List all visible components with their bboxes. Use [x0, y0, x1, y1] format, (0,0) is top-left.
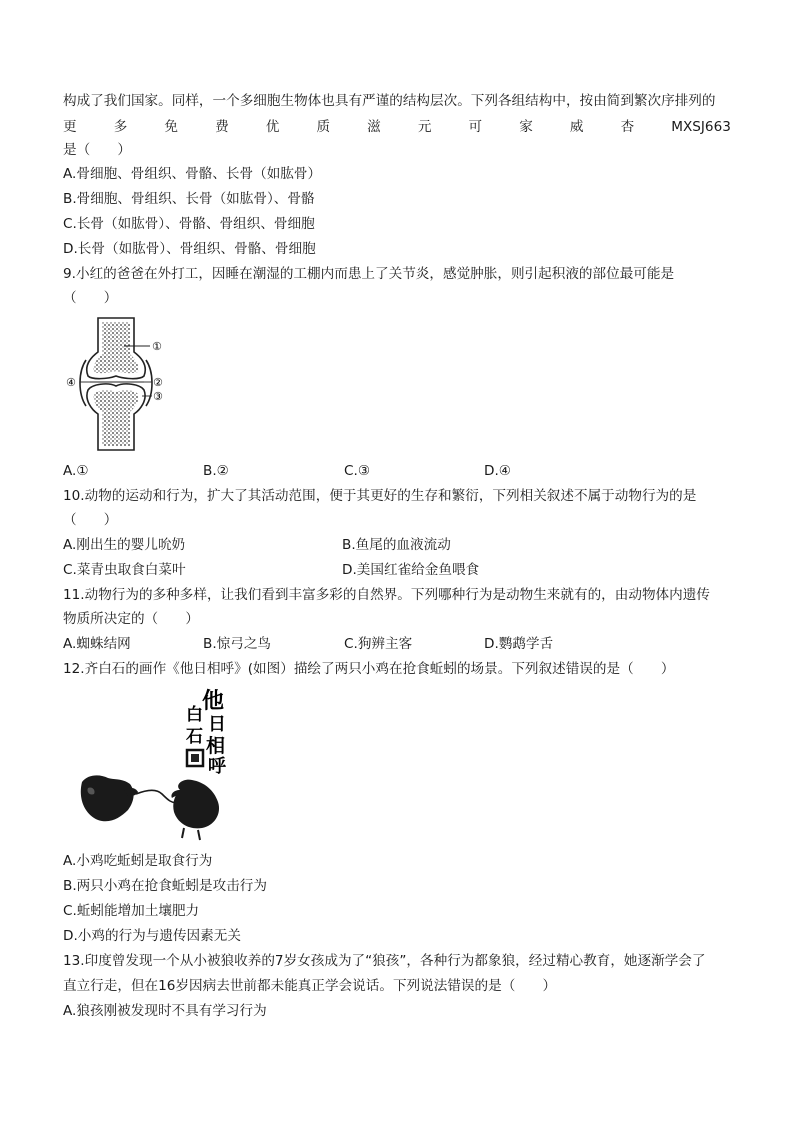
watermark-char: 威: [569, 119, 584, 135]
q11-option-c: C.狗辨主客: [344, 636, 413, 652]
watermark-char: 优: [265, 119, 280, 135]
watermark-char: 元: [417, 119, 432, 135]
figure-label-4: ④: [66, 376, 76, 389]
q10-option-b: B.鱼尾的血液流动: [342, 537, 451, 553]
painting-title-char: 相: [206, 735, 226, 757]
q10-stem-line-1: 10.动物的运动和行为，扩大了其活动范围，便于其更好的生存和繁衍，下列相关叙述不属于动物行为的是: [63, 488, 697, 504]
watermark-char: 免: [164, 119, 178, 135]
q10-option-c: C.菜青虫取食白菜叶: [63, 562, 186, 578]
painting-sign-char: 石: [186, 727, 203, 747]
q11-options: [63, 635, 553, 653]
knee-joint-figure: [64, 316, 184, 452]
watermark-char: 杏: [620, 119, 635, 135]
q11-option-b: B.惊弓之鸟: [203, 636, 272, 652]
watermark-char: 费: [215, 119, 229, 135]
q13-stem-line-2: 直立行走，但在16岁因病去世前都未能真正学会说话。下列说法错误的是（ ）: [63, 978, 557, 994]
chicks-painting-figure: [74, 686, 244, 846]
watermark-char: 家: [519, 119, 533, 135]
watermark-char: 可: [468, 119, 483, 135]
q8-stem-line-3: 是（ ）: [63, 142, 131, 158]
q8-stem-line-1: 构成了我们国家。同样，一个多细胞生物体也具有严谨的结构层次。下列各组结构中，按由简到繁次序排列的: [63, 93, 716, 109]
painting-title-char: 日: [208, 714, 226, 735]
painting-title-char: 呼: [208, 756, 226, 777]
q9-option-c: C.③: [344, 463, 370, 479]
q9-stem-line-2: （ ）: [63, 290, 118, 306]
figure-label-1: ①: [152, 340, 162, 353]
q12-option-d: D.小鸡的行为与遗传因素无关: [63, 928, 241, 944]
q8-option-b: B.骨细胞、骨组织、长骨（如肱骨）、骨骼: [63, 191, 315, 207]
q13-stem-line-1: 13.印度曾发现一个从小被狼收养的7岁女孩成为了“狼孩”，各种行为都象狼，经过精心教育，她逐渐学会了: [63, 953, 706, 969]
q10-stem-line-2: （ ）: [63, 512, 118, 528]
q11-stem-line-2: 物质所决定的（ ）: [63, 611, 199, 627]
q10-options-row-2: [63, 561, 621, 579]
q8-option-c: C.长骨（如肱骨）、骨骼、骨组织、骨细胞: [63, 216, 315, 232]
joint-capsule: [80, 360, 86, 406]
q13-option-a: A.狼孩刚被发现时不具有学习行为: [63, 1003, 267, 1019]
q8-option-d: D.长骨（如肱骨）、骨组织、骨骼、骨细胞: [63, 241, 316, 257]
painting-title-char: 他: [202, 688, 225, 714]
figure-label-3: ③: [153, 390, 163, 403]
q12-option-a: A.小鸡吃蚯蚓是取食行为: [63, 853, 213, 869]
q8-watermark-line: [63, 118, 731, 136]
q12-option-c: C.蚯蚓能增加土壤肥力: [63, 903, 200, 919]
watermark-char: 滋: [367, 119, 381, 135]
right-chick: [173, 780, 219, 829]
q9-option-a: A.①: [63, 463, 89, 479]
q11-stem-line-1: 11.动物行为的多种多样，让我们看到丰富多彩的自然界。下列哪种行为是动物生来就有的，由动物体内遗传: [63, 587, 710, 603]
watermark-code: MXSJ663: [671, 119, 731, 135]
q9-options: [63, 462, 511, 480]
figure-label-2: ②: [153, 376, 163, 389]
q8-option-a: A.骨细胞、骨组织、骨骼、长骨（如肱骨）: [63, 166, 322, 182]
q11-option-a: A.蜘蛛结网: [63, 636, 131, 652]
left-chick: [81, 775, 134, 821]
q12-option-b: B.两只小鸡在抢食蚯蚓是攻击行为: [63, 878, 267, 894]
q10-options-row-1: [63, 536, 621, 554]
q9-option-b: B.②: [203, 463, 229, 479]
q11-option-d: D.鹦鹉学舌: [484, 636, 554, 652]
q9-stem-line-1: 9.小红的爸爸在外打工，因睡在潮湿的工棚内而患上了关节炎，感觉肿胀，则引起积液的部位最可能是: [63, 266, 675, 282]
watermark-char: 更: [63, 119, 77, 135]
watermark-char: 多: [113, 119, 128, 135]
q9-option-d: D.④: [484, 463, 511, 479]
painting-sign-char: 白: [186, 705, 203, 725]
q12-stem-line-1: 12.齐白石的画作《他日相呼》(如图）描绘了两只小鸡在抢食蚯蚓的场景。下列叙述错误的是（ ）: [63, 661, 675, 677]
q10-option-a: A.刚出生的婴儿吮奶: [63, 537, 186, 553]
watermark-char: 质: [316, 119, 331, 135]
q10-option-d: D.美国红雀给金鱼喂食: [342, 562, 480, 578]
